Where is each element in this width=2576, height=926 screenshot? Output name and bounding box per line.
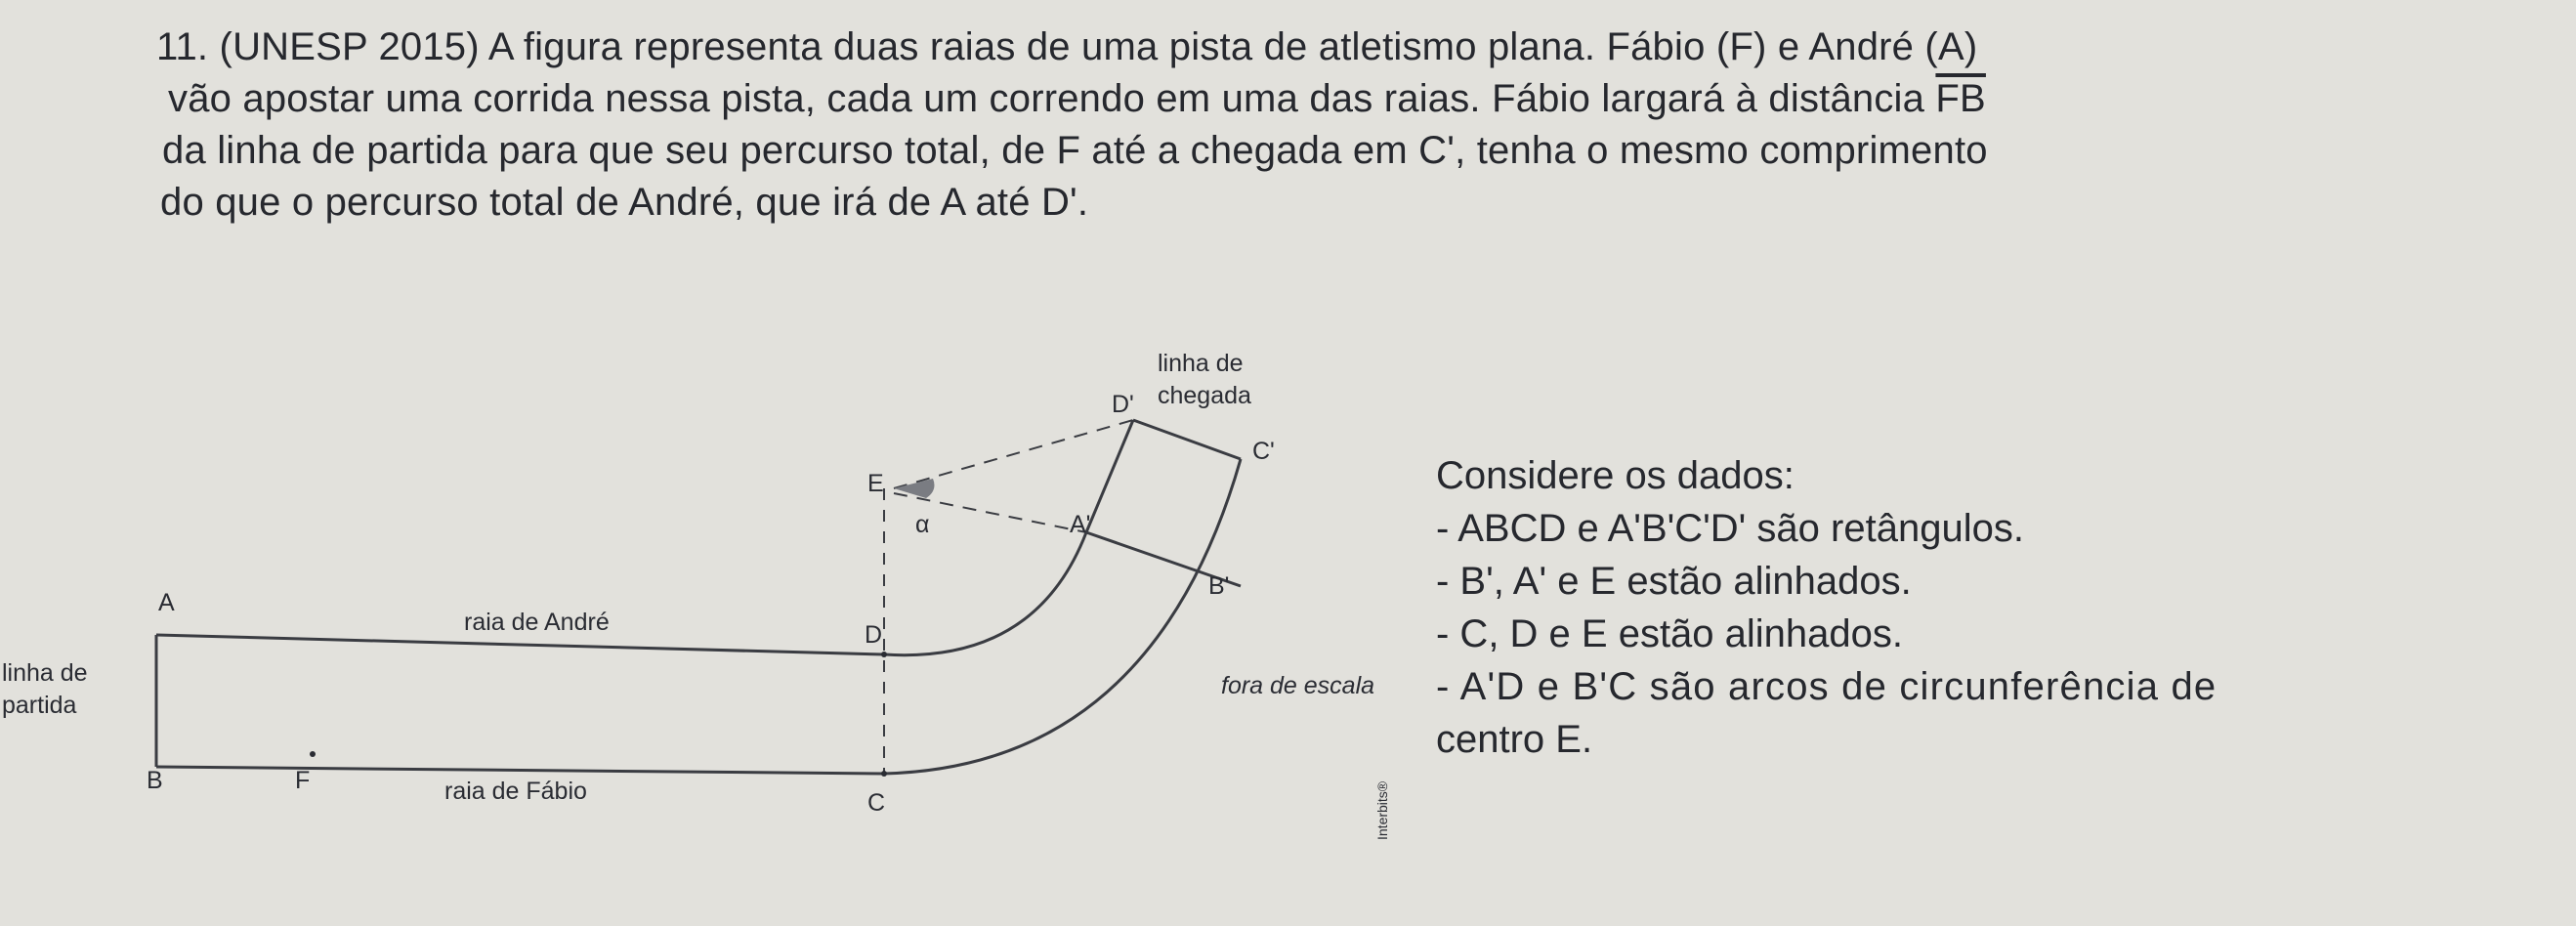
label-start-line-2: partida (2, 692, 77, 719)
question-line-4: do que o percurso total de André, que irá de A até D'. (160, 181, 1089, 224)
label-a-prime: A' (1070, 511, 1091, 538)
track-figure (0, 332, 1426, 840)
question-line-2 (156, 73, 2481, 125)
label-d-prime: D' (1112, 391, 1134, 418)
point-f (310, 751, 316, 757)
segment-fb: $\overline{FB}$ (1935, 77, 1986, 120)
question-line-2-text: vão apostar uma corrida nessa pista, cada um correndo em uma das raias. Fábio largará à distância (168, 77, 1925, 120)
data-item-1: - ABCD e A'B'C'D' são retângulos. (1436, 507, 2024, 550)
line-e-d-prime (894, 420, 1133, 488)
data-item-5: centro E. (1436, 718, 1593, 761)
label-c-prime: C' (1252, 438, 1275, 465)
label-b-prime: B' (1208, 572, 1230, 600)
label-finish-line-1: linha de (1158, 350, 1244, 377)
label-f: F (295, 767, 311, 794)
fabio-lane-bottom-line (156, 767, 884, 774)
label-not-to-scale: fora de escala (1221, 672, 1375, 699)
data-item-2: - B', A' e E estão alinhados. (1436, 560, 1912, 603)
finish-connector (1086, 420, 1133, 532)
label-a: A (158, 589, 175, 616)
arc-b-prime-c (884, 459, 1241, 774)
arc-a-prime-d (884, 532, 1086, 655)
point-d (881, 652, 887, 657)
given-data (1436, 449, 2559, 766)
finish-line (1133, 420, 1241, 459)
track-diagram (0, 332, 1426, 840)
andre-lane-top-line (156, 635, 884, 654)
question-line-1: 11. (UNESP 2015) A figura representa duas raias de uma pista de atletismo plana. Fábio (F) e André (A) (156, 25, 1978, 68)
label-start-line-1: linha de (2, 659, 88, 687)
label-finish-line-2: chegada (1158, 382, 1251, 409)
label-lane-andre: raia de André (464, 609, 610, 636)
data-item-3: - C, D e E estão alinhados. (1436, 612, 1904, 655)
question-line-3: da linha de partida para que seu percurso total, de F até a chegada em C', tenha o mesmo comprimento (162, 129, 1988, 172)
data-item-4: - A'D e B'C são arcos de circunferência de (1436, 665, 2217, 708)
lane-divider-line (156, 654, 884, 742)
label-c: C (867, 789, 886, 817)
label-credit: Interbits® (1374, 780, 1390, 840)
label-d: D (865, 621, 883, 649)
point-c (881, 771, 887, 777)
label-alpha: α (915, 511, 930, 538)
data-heading: Considere os dados: (1436, 454, 1795, 497)
label-lane-fabio: raia de Fábio (444, 778, 587, 805)
label-b: B (147, 767, 163, 794)
question-text (156, 21, 2481, 229)
label-e: E (867, 470, 884, 497)
